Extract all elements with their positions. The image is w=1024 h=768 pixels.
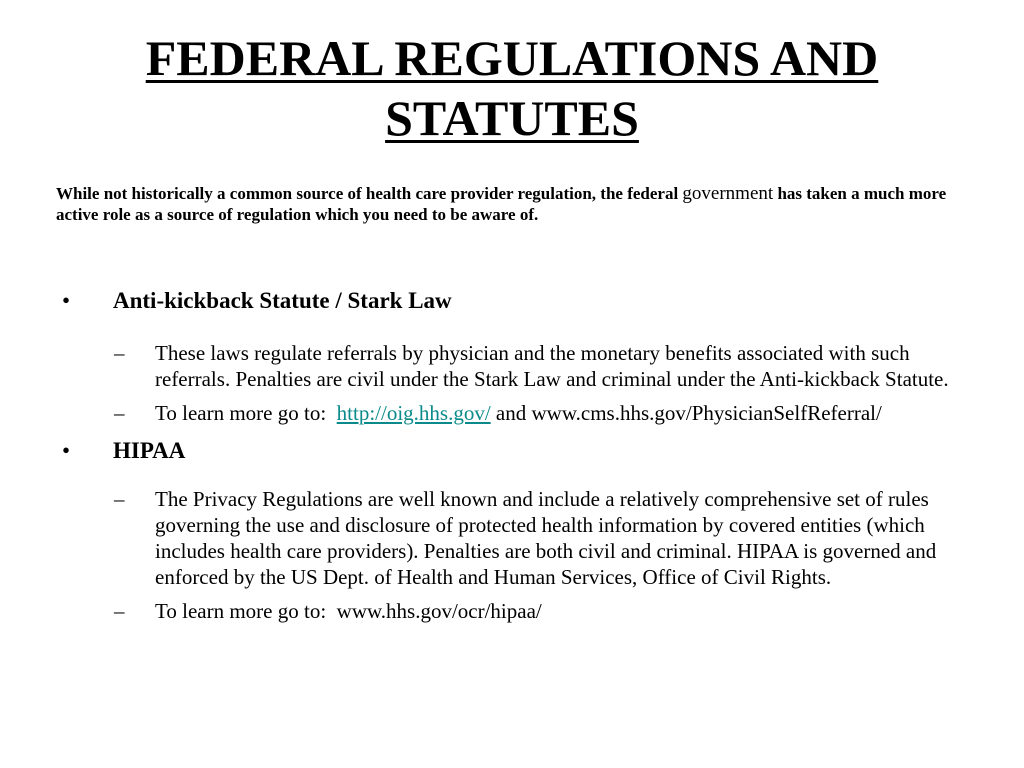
bullet-anti-kickback <box>0 286 1024 316</box>
sub-item-stark-learn-more <box>0 400 965 426</box>
bullet-list <box>0 286 1024 624</box>
sub-item-hipaa-learn-more <box>0 598 965 624</box>
oig-link[interactable]: http://oig.hhs.gov/ <box>336 401 491 425</box>
sub-item-text: The Privacy Regulations are well known and include a relatively comprehensive set of rules governing the use and disclosure of protected health information by covered entities (which includes health care providers). Penalties are both civil and criminal. HIPAA is governed and enforced by the US Dept. of Health and Human Services, Office of Civil Rights. <box>155 487 937 589</box>
sub-item-text: These laws regulate referrals by physician and the monetary benefits associated with such referrals. Penalties are civil under the Stark Law and criminal under the Anti-kickback Statute. <box>155 341 949 391</box>
dash-marker: – <box>114 401 125 425</box>
dash-marker: – <box>114 599 125 623</box>
sub-item-stark-description <box>0 340 965 392</box>
title-line-2: STATUTES <box>385 90 639 146</box>
title-line-1: FEDERAL REGULATIONS AND <box>145 30 879 86</box>
bullet-heading-anti-kickback: Anti-kickback Statute / Stark Law <box>113 288 452 313</box>
bullet-marker: • <box>62 288 71 313</box>
bullet-heading-hipaa: HIPAA <box>113 438 186 463</box>
page-title <box>40 28 984 148</box>
sub-item-text: To learn more go to: www.hhs.gov/ocr/hipaa/ <box>155 599 542 623</box>
intro-paragraph <box>56 183 956 225</box>
intro-text-part-1: While not historically a common source of health care provider regulation, the federal <box>56 184 679 203</box>
learn-more-prefix: To learn more go to: <box>155 401 337 425</box>
learn-more-suffix: and www.cms.hhs.gov/PhysicianSelfReferral/ <box>490 401 882 425</box>
bullet-marker: • <box>62 438 71 463</box>
intro-text-part-3: has taken a much more active role as a source of regulation which you need to be aware of. <box>56 184 947 224</box>
dash-marker: – <box>114 487 125 511</box>
dash-marker: – <box>114 341 125 365</box>
intro-text-part-2: government <box>682 183 774 204</box>
sub-item-hipaa-description <box>0 486 965 590</box>
bullet-hipaa <box>0 436 1024 466</box>
